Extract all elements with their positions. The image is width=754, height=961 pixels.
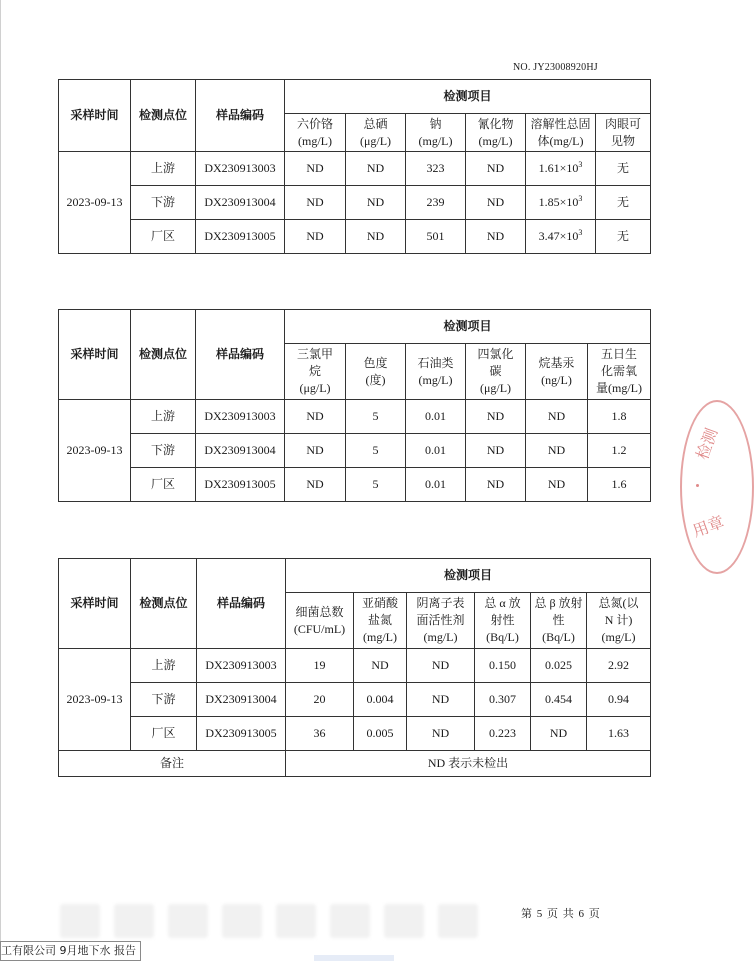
value-cell: ND [466, 220, 526, 254]
point-cell: 上游 [131, 649, 197, 683]
col-header: 总氮(以 N 计) (mg/L) [587, 593, 651, 649]
sampling-date: 2023-09-13 [59, 649, 131, 751]
remark-label: 备注 [59, 751, 286, 777]
col-header: 色度 (度) [346, 344, 406, 400]
value-cell: ND [407, 683, 475, 717]
code-cell: DX230913004 [196, 434, 285, 468]
value-cell: 2.92 [587, 649, 651, 683]
point-cell: 厂区 [131, 717, 197, 751]
results-table-1 [58, 79, 651, 254]
col-header: 石油类 (mg/L) [406, 344, 466, 400]
code-cell: DX230913003 [197, 649, 286, 683]
header-sampling-time: 采样时间 [59, 310, 131, 400]
code-cell: DX230913005 [196, 220, 285, 254]
col-header: 烷基汞 (ng/L) [526, 344, 588, 400]
col-header: 细菌总数 (CFU/mL) [286, 593, 354, 649]
value-cell: ND [346, 220, 406, 254]
value-cell: $1.61\times 10^3$ [526, 152, 596, 186]
value-cell: ND [285, 434, 346, 468]
table-row [59, 649, 651, 683]
results-table-3 [58, 558, 651, 777]
value-cell: 0.025 [531, 649, 587, 683]
header-test-items: 检测项目 [285, 310, 651, 344]
col-header: 亚硝酸 盐氮 (mg/L) [354, 593, 407, 649]
page-border [0, 0, 1, 961]
code-cell: DX230913003 [196, 152, 285, 186]
col-header: 阴离子表 面活性剂 (mg/L) [407, 593, 475, 649]
col-header: 三氯甲 烷 (μg/L) [285, 344, 346, 400]
col-header: 六价铬 (mg/L) [285, 114, 346, 152]
value-cell: ND [407, 649, 475, 683]
point-cell: 上游 [131, 152, 196, 186]
value-cell: ND [407, 717, 475, 751]
value-cell: 0.004 [354, 683, 407, 717]
value-cell: 1.8 [588, 400, 651, 434]
header-point: 检测点位 [131, 80, 196, 152]
remark-row [59, 751, 651, 777]
value-cell: ND [466, 152, 526, 186]
value-cell: ND [531, 717, 587, 751]
table-row [59, 717, 651, 751]
table-row [59, 434, 651, 468]
table-row [59, 468, 651, 502]
value-cell: 1.63 [587, 717, 651, 751]
value-cell: ND [466, 434, 526, 468]
value-cell: 239 [406, 186, 466, 220]
col-header: 总 α 放 射性 (Bq/L) [475, 593, 531, 649]
code-cell: DX230913003 [196, 400, 285, 434]
code-cell: DX230913004 [197, 683, 286, 717]
sampling-date: 2023-09-13 [59, 400, 131, 502]
value-cell: ND [466, 186, 526, 220]
col-header: 氰化物 (mg/L) [466, 114, 526, 152]
value-cell: 无 [596, 152, 651, 186]
value-cell: ND [526, 434, 588, 468]
value-cell: 无 [596, 220, 651, 254]
col-header: 肉眼可 见物 [596, 114, 651, 152]
header-sample-code: 样品编码 [197, 559, 286, 649]
col-header: 总 β 放射 性 (Bq/L) [531, 593, 587, 649]
header-point: 检测点位 [131, 559, 197, 649]
header-test-items: 检测项目 [285, 80, 651, 114]
page-number: 第 5 页 共 6 页 [521, 908, 601, 920]
value-cell: 0.150 [475, 649, 531, 683]
value-cell: ND [466, 468, 526, 502]
company-seal-stamp: 检测 用章 [680, 400, 754, 574]
value-cell: 5 [346, 434, 406, 468]
value-cell: 19 [286, 649, 354, 683]
value-cell: ND [285, 400, 346, 434]
value-cell: 36 [286, 717, 354, 751]
value-cell: $1.85\times 10^3$ [526, 186, 596, 220]
results-table-2 [58, 309, 651, 502]
col-header: 钠 (mg/L) [406, 114, 466, 152]
table-row [59, 683, 651, 717]
col-header: 溶解性总固 体(mg/L) [526, 114, 596, 152]
col-header: 四氯化 碳 (μg/L) [466, 344, 526, 400]
value-cell: ND [346, 152, 406, 186]
bottom-strip [314, 955, 394, 961]
code-cell: DX230913004 [196, 186, 285, 220]
col-header: 总硒 (μg/L) [346, 114, 406, 152]
value-cell: 501 [406, 220, 466, 254]
point-cell: 上游 [131, 400, 196, 434]
table-row [59, 152, 651, 186]
header-sample-code: 样品编码 [196, 310, 285, 400]
value-cell: 0.454 [531, 683, 587, 717]
value-cell: 1.2 [588, 434, 651, 468]
blurred-footer-text [60, 895, 480, 947]
value-cell: ND [285, 186, 346, 220]
value-cell: 5 [346, 400, 406, 434]
value-cell: 0.005 [354, 717, 407, 751]
file-name-label[interactable]: 工有限公司 9月地下水 报告 [0, 941, 141, 961]
point-cell: 下游 [131, 434, 196, 468]
point-cell: 下游 [131, 683, 197, 717]
header-sampling-time: 采样时间 [59, 80, 131, 152]
value-cell: ND [526, 468, 588, 502]
value-cell: ND [354, 649, 407, 683]
code-cell: DX230913005 [197, 717, 286, 751]
header-point: 检测点位 [131, 310, 196, 400]
value-cell: 0.223 [475, 717, 531, 751]
value-cell: ND [466, 400, 526, 434]
code-cell: DX230913005 [196, 468, 285, 502]
value-cell: $3.47\times 10^3$ [526, 220, 596, 254]
table-row [59, 400, 651, 434]
value-cell: 0.01 [406, 400, 466, 434]
header-sampling-time: 采样时间 [59, 559, 131, 649]
value-cell: ND [285, 152, 346, 186]
sampling-date: 2023-09-13 [59, 152, 131, 254]
value-cell: 0.01 [406, 434, 466, 468]
value-cell: ND [285, 468, 346, 502]
value-cell: 1.6 [588, 468, 651, 502]
value-cell: ND [526, 400, 588, 434]
point-cell: 下游 [131, 186, 196, 220]
value-cell: 323 [406, 152, 466, 186]
report-number: NO. JY23008920HJ [513, 62, 598, 73]
table-row [59, 186, 651, 220]
value-cell: ND [285, 220, 346, 254]
value-cell: 0.307 [475, 683, 531, 717]
value-cell: 无 [596, 186, 651, 220]
header-test-items: 检测项目 [286, 559, 651, 593]
value-cell: 0.01 [406, 468, 466, 502]
remark-text: ND 表示未检出 [286, 751, 651, 777]
value-cell: 20 [286, 683, 354, 717]
table-row [59, 220, 651, 254]
col-header: 五日生 化需氧 量(mg/L) [588, 344, 651, 400]
point-cell: 厂区 [131, 468, 196, 502]
point-cell: 厂区 [131, 220, 196, 254]
value-cell: 5 [346, 468, 406, 502]
value-cell: ND [346, 186, 406, 220]
header-sample-code: 样品编码 [196, 80, 285, 152]
value-cell: 0.94 [587, 683, 651, 717]
